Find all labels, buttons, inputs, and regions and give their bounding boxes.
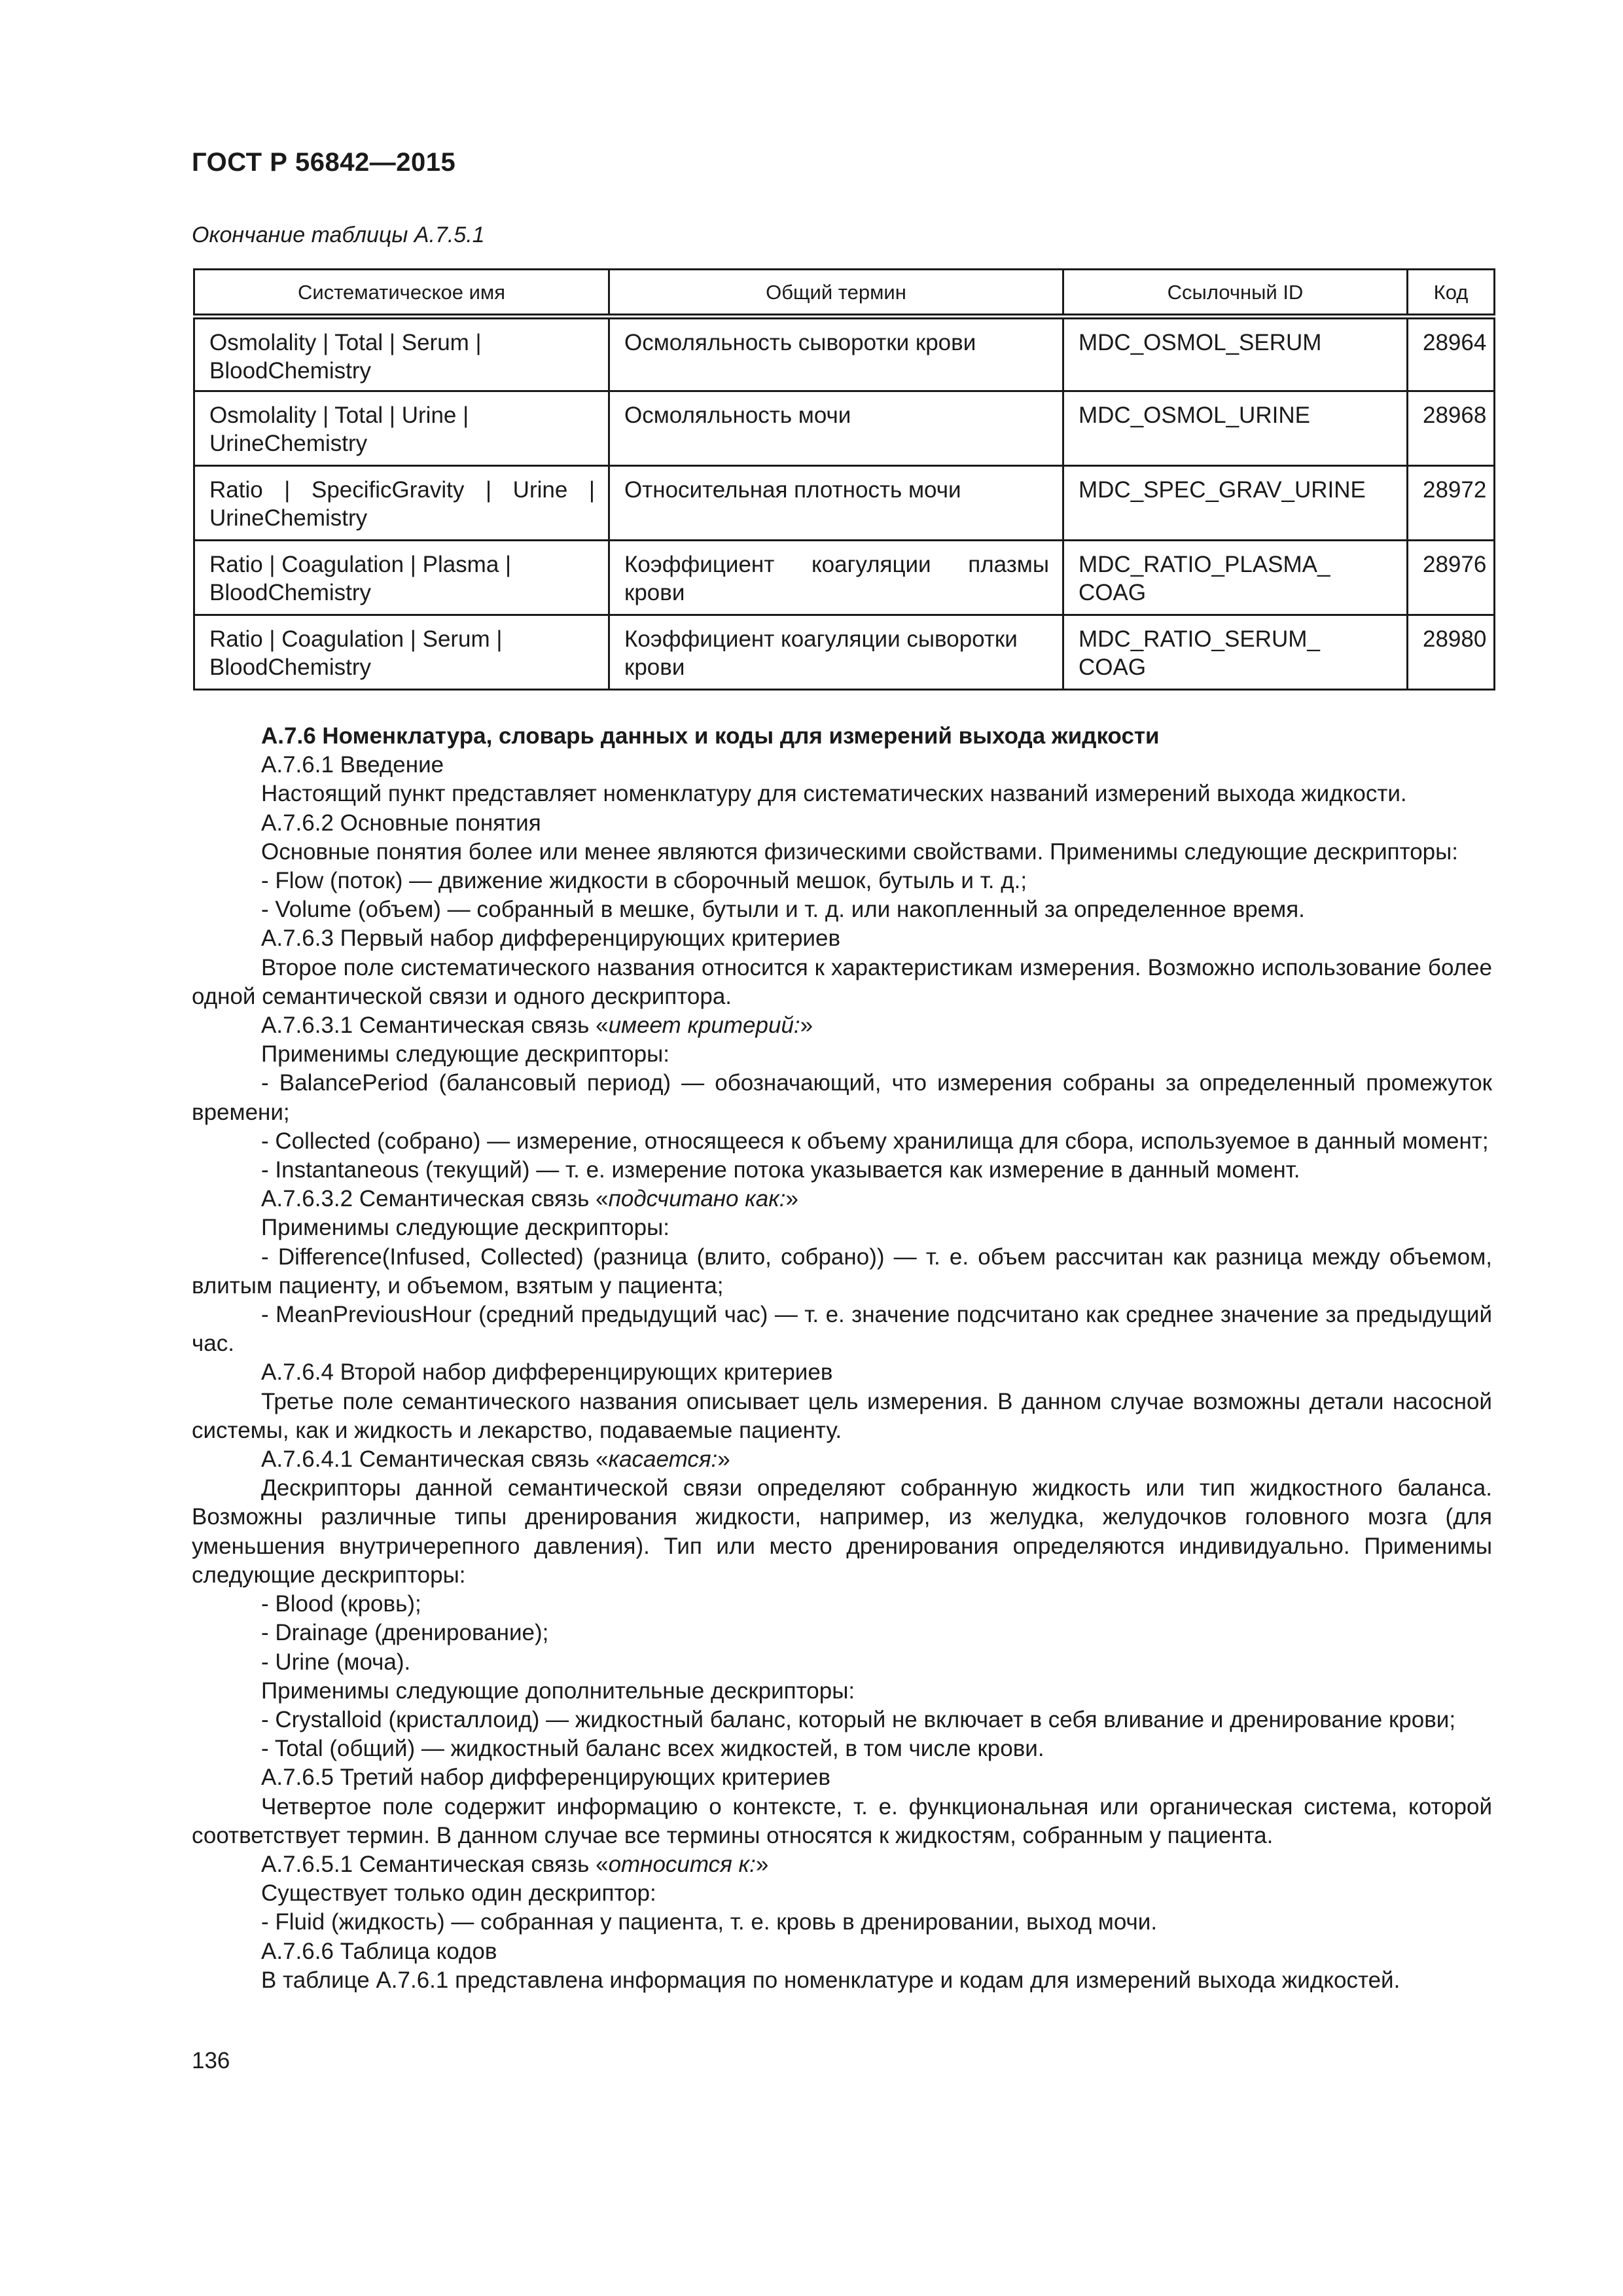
section-heading: А.7.6 Номенклатура, словарь данных и коды для измерений выхода жидкости <box>261 723 1160 749</box>
subsection-heading: А.7.6.3.1 Семантическая связь «имеет критерий:» <box>261 1013 813 1039</box>
systematic-name-cell: Osmolality | Total | Serum | BloodChemistry <box>194 317 609 391</box>
table-row <box>194 317 1495 391</box>
common-term-cell: Осмоляльность мочи <box>609 391 1063 466</box>
column-header-reference-id: Ссылочный ID <box>1063 270 1408 317</box>
subsection-heading: А.7.6.2 Основные понятия <box>261 810 541 836</box>
systematic-name-cell: Ratio | SpecificGravity | Urine | UrineChemistry <box>194 466 609 541</box>
codes-table <box>193 268 1495 691</box>
list-item: - Crystalloid (кристаллоид) — жидкостный баланс, который не включает в себя вливание и дренирование крови; <box>261 1706 1456 1732</box>
subsection-heading: А.7.6.4.1 Семантическая связь «касается:» <box>261 1446 730 1473</box>
list-item: - Fluid (жидкость) — собранная у пациента, т. е. кровь в дренировании, выход мочи. <box>261 1909 1158 1935</box>
document-header: ГОСТ Р 56842—2015 <box>192 148 456 177</box>
code-cell: 28976 <box>1408 541 1495 615</box>
code-cell: 28964 <box>1408 317 1495 391</box>
code-cell: 28972 <box>1408 466 1495 541</box>
subsection-heading: А.7.6.5 Третий набор дифференцирующих критериев <box>261 1765 830 1791</box>
list-item: - MeanPreviousHour (средний предыдущий час) — т. е. значение подсчитано как среднее значение за предыдущий час. <box>192 1302 1492 1357</box>
subsection-heading: А.7.6.3 Первый набор дифференцирующих критериев <box>261 925 841 952</box>
table-header-row <box>194 270 1495 317</box>
subsection-heading: А.7.6.4 Второй набор дифференцирующих критериев <box>261 1359 833 1386</box>
paragraph: Существует только один дескриптор: <box>261 1880 656 1907</box>
list-item: - Instantaneous (текущий) — т. е. измерение потока указывается как измерение в данный момент. <box>261 1157 1300 1183</box>
column-header-systematic-name: Систематическое имя <box>194 270 609 317</box>
common-term-cell: Коэффициент коагуляции сыворотки крови <box>609 615 1063 690</box>
common-term-cell: Коэффициент коагуляции плазмы крови <box>609 541 1063 615</box>
common-term-cell: Относительная плотность мочи <box>609 466 1063 541</box>
common-term-cell: Осмоляльность сыворотки крови <box>609 317 1063 391</box>
reference-id-cell: MDC_OSMOL_URINE <box>1063 391 1408 466</box>
list-item: - BalancePeriod (балансовый период) — обозначающий, что измерения собраны за определенный промежуток времени; <box>192 1070 1492 1125</box>
list-item: - Collected (собрано) — измерение, относящееся к объему хранилища для сбора, используемое в данный момент; <box>261 1128 1489 1154</box>
reference-id-cell: MDC_RATIO_SERUM_ COAG <box>1063 615 1408 690</box>
list-item: - Total (общий) — жидкостный баланс всех жидкостей, в том числе крови. <box>261 1736 1044 1762</box>
column-header-common-term: Общий термин <box>609 270 1063 317</box>
systematic-name-cell: Ratio | Coagulation | Plasma | BloodChemistry <box>194 541 609 615</box>
reference-id-cell: MDC_SPEC_GRAV_URINE <box>1063 466 1408 541</box>
subsection-heading: А.7.6.5.1 Семантическая связь «относится к:» <box>261 1851 769 1877</box>
list-item: - Difference(Infused, Collected) (разница (влито, собрано)) — т. е. объем рассчитан как разница между объемом, влитым пациенту, и объемом, взятым у пациента; <box>192 1244 1492 1299</box>
systematic-name-cell: Ratio | Coagulation | Serum | BloodChemistry <box>194 615 609 690</box>
code-cell: 28980 <box>1408 615 1495 690</box>
paragraph: Четвертое поле содержит информацию о контексте, т. е. функциональная или органическая система, которой соответствует термин. В данном случае все термины относятся к жидкостям, собранным у пациента. <box>192 1793 1492 1848</box>
table-row <box>194 615 1495 690</box>
reference-id-cell: MDC_OSMOL_SERUM <box>1063 317 1408 391</box>
list-item: - Blood (кровь); <box>261 1591 421 1617</box>
subsection-heading: А.7.6.1 Введение <box>261 752 444 778</box>
table-row <box>194 466 1495 541</box>
systematic-name-cell: Osmolality | Total | Urine | UrineChemistry <box>194 391 609 466</box>
paragraph: Дескрипторы данной семантической связи определяют собранную жидкость или тип жидкостного баланса. Возможны различные типы дренирования жидкости, например, из желудка, желудочков головного мозга (для уменьшения внутричерепного давления). Тип или место дренирования определяются индивидуально. Применимы следующие дескрипторы: <box>192 1475 1492 1588</box>
code-cell: 28968 <box>1408 391 1495 466</box>
list-item: - Drainage (дренирование); <box>261 1620 549 1646</box>
paragraph: Применимы следующие дескрипторы: <box>261 1215 669 1241</box>
paragraph: Третье поле семантического названия описывает цель измерения. В данном случае возможны детали насосной системы, как и жидкость и лекарство, подаваемые пациенту. <box>192 1388 1492 1443</box>
reference-id-cell: MDC_RATIO_PLASMA_ COAG <box>1063 541 1408 615</box>
paragraph: Настоящий пункт представляет номенклатуру для систематических названий измерений выхода жидкости. <box>261 781 1407 807</box>
paragraph: Второе поле систематического названия относится к характеристикам измерения. Возможно использование более одной семантической связи и одного дескриптора. <box>192 954 1492 1009</box>
list-item: - Urine (моча). <box>261 1649 411 1675</box>
page-number: 136 <box>192 2048 230 2073</box>
paragraph: Применимы следующие дескрипторы: <box>261 1041 669 1067</box>
paragraph: Применимы следующие дополнительные дескрипторы: <box>261 1677 855 1704</box>
list-item: - Volume (объем) — собранный в мешке, бутыли и т. д. или накопленный за определенное время. <box>261 897 1305 923</box>
subsection-heading: А.7.6.3.2 Семантическая связь «подсчитано как:» <box>261 1186 798 1212</box>
table-row <box>194 391 1495 466</box>
column-header-code: Код <box>1408 270 1495 317</box>
paragraph: В таблице А.7.6.1 представлена информация по номенклатуре и кодам для измерений выхода жидкостей. <box>261 1967 1400 1993</box>
table-caption: Окончание таблицы А.7.5.1 <box>192 223 485 247</box>
table-row <box>194 541 1495 615</box>
paragraph: Основные понятия более или менее являются физическими свойствами. Применимы следующие дескрипторы: <box>261 838 1459 865</box>
section-body <box>192 722 1492 1995</box>
subsection-heading: А.7.6.6 Таблица кодов <box>261 1938 497 1964</box>
list-item: - Flow (поток) — движение жидкости в сборочный мешок, бутыль и т. д.; <box>261 868 1027 894</box>
